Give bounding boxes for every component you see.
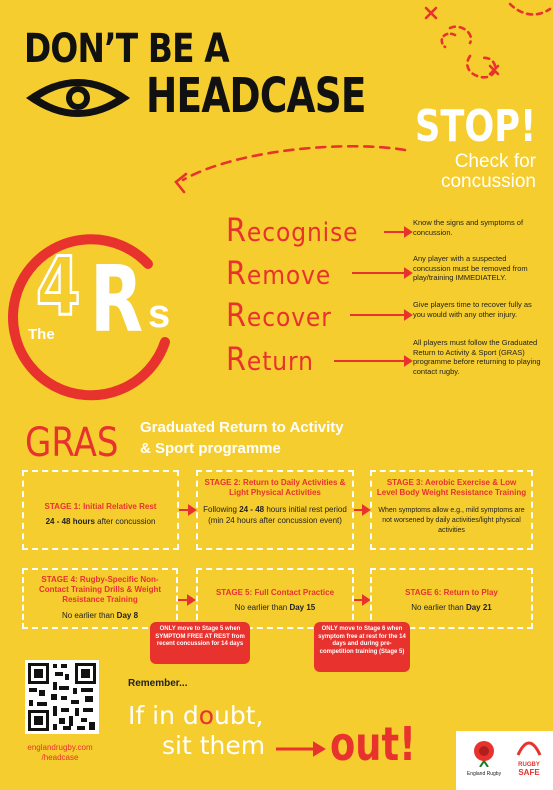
- r-desc-recognise: Know the signs and symptoms of concussion.: [413, 218, 524, 237]
- stage-6-condition-note: ONLY move to Stage 6 when symptom free at rest for the 14 days and during pre-competition training (Stage 5): [314, 622, 410, 672]
- stage-1-body: 24 - 48 hours after concussion: [45, 517, 156, 526]
- stage-5-condition-note: ONLY move to Stage 5 when SYMPTOM FREE AT REST from recent concussion for 14 days: [150, 622, 250, 664]
- r-desc-return: All players must follow the Graduated Return to Activity & Sport (GRAS) programme before returning to playing contact rugby.: [413, 338, 541, 376]
- check-line2: concussion: [440, 171, 536, 192]
- slogan-line1: If in doubt,: [128, 701, 264, 730]
- website-url[interactable]: [20, 743, 100, 763]
- gras-title-line1: Graduated Return to Activity: [140, 419, 344, 436]
- headline-line1: DON’T BE A: [24, 26, 229, 72]
- stage-6-heading: STAGE 6: Return to Play: [405, 588, 498, 597]
- r-word-return: Return: [226, 340, 314, 378]
- remember-label: Remember...: [128, 678, 188, 689]
- eye-icon: [22, 74, 134, 122]
- england-rugby-label: England Rugby: [466, 771, 502, 777]
- qr-code: [25, 660, 99, 734]
- stage-1-box: [22, 470, 179, 550]
- stage-5-body: No earlier than Day 15: [234, 603, 316, 612]
- check-for-concussion: [400, 152, 536, 192]
- four-rs-badge: [30, 232, 180, 352]
- stage-5-heading: STAGE 5: Full Contact Practice: [215, 588, 335, 597]
- stage-2-box: [196, 470, 354, 550]
- r-word-recognise: Recognise: [226, 211, 359, 249]
- gras-acronym: GRAS: [25, 420, 119, 466]
- badge-r: R: [90, 246, 144, 353]
- r-word-remove: Remove: [226, 254, 332, 292]
- stage-1-heading: STAGE 1: Initial Relative Rest: [44, 502, 157, 511]
- r-desc-remove: Any player with a suspected concussion must be removed from play/training IMMEDIATELY.: [413, 254, 528, 282]
- url-line1: englandrugby.com: [27, 743, 93, 752]
- check-line1: Check for: [454, 151, 536, 172]
- slogan-out: out!: [330, 717, 416, 771]
- stage-6-box: [370, 568, 533, 629]
- stage-4-box: [22, 568, 178, 629]
- stage-3-body: When symptoms allow e.g., mild symptoms are not worsened by daily activities/light physical activities: [378, 507, 525, 534]
- stage-6-body: No earlier than Day 21: [411, 603, 492, 612]
- stage-2-heading: STAGE 2: Return to Daily Activities & Light Physical Activities: [204, 478, 346, 497]
- stage-4-body: No earlier than Day 8: [61, 611, 139, 620]
- r-word-recover: Recover: [226, 296, 332, 334]
- stage-2-body: Following 24 - 48 hours initial rest period (min 24 hours after concussion event): [203, 505, 347, 525]
- stop-heading: STOP!: [415, 101, 537, 152]
- stage-3-box: [370, 470, 533, 550]
- badge-4: 4: [36, 240, 81, 333]
- stage-4-heading: STAGE 4: Rugby-Specific Non-Contact Training Drills & Weight Resistance Training: [38, 575, 162, 604]
- r-desc-recover: Give players time to recover fully as you would with any other injury.: [413, 300, 532, 319]
- rugby-safe-label: RUGBY SAFE: [518, 762, 540, 777]
- slogan: [128, 701, 265, 761]
- badge-s: s: [148, 292, 171, 336]
- partner-logos: [456, 731, 553, 790]
- england-rose-logo: [470, 737, 498, 767]
- badge-the: The: [28, 326, 55, 343]
- gras-title: [140, 417, 400, 459]
- slogan-line2: sit them: [162, 731, 266, 760]
- stage-5-box: [196, 568, 354, 629]
- stage-3-heading: STAGE 3: Aerobic Exercise & Low Level Body Weight Resistance Training: [376, 478, 527, 497]
- rugby-safe-logo: [514, 737, 544, 759]
- gras-title-line2: & Sport programme: [140, 440, 281, 457]
- url-line2: /headcase: [41, 753, 79, 762]
- headline-line2: HEADCASE: [146, 68, 366, 124]
